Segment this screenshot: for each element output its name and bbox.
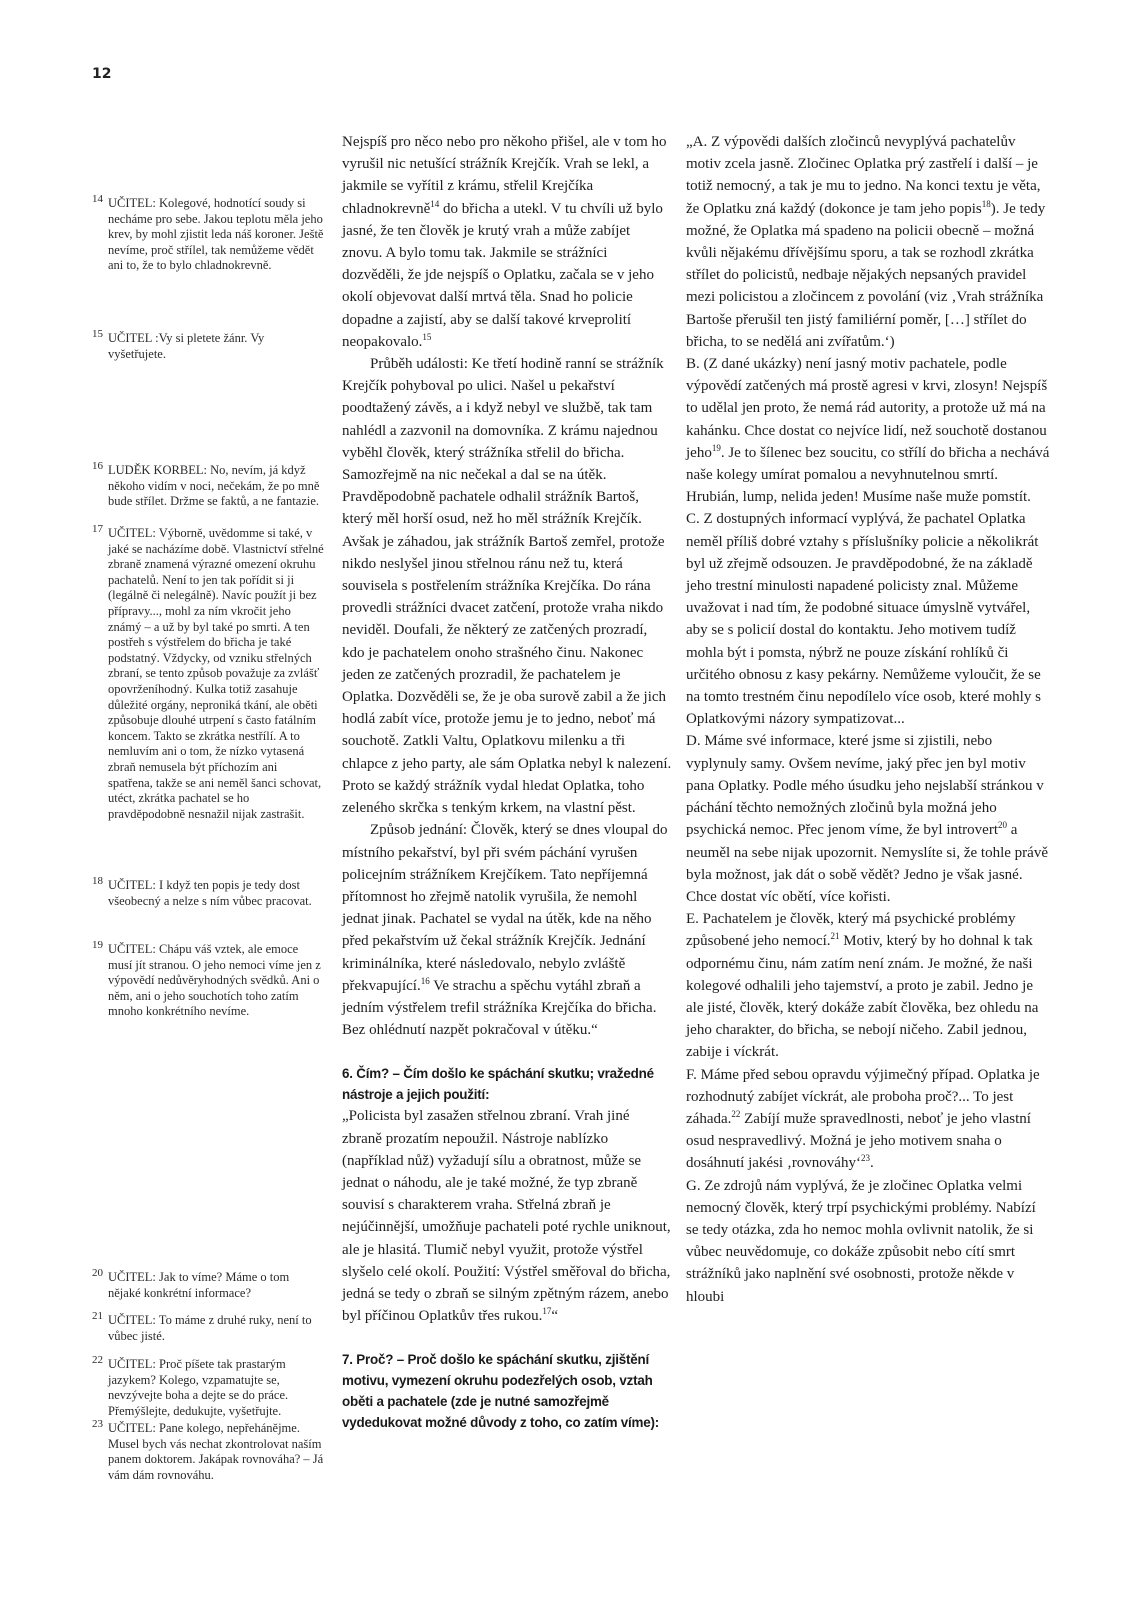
answer-g: G. Ze zdrojů nám vyplývá, že je zločinec Oplatka velmi nemocný člověk, který trpí psychickými problémy. Nabízí se tedy otázka, zda ho nemoc mohla ovlivnit natolik, že si vůbec neuvědomuje, co dokáže způsobit nebo cítí smrt strážníků jako naplnění své osobnosti, protože někde v hloubi — [686, 1177, 1036, 1305]
footnote-number: 15 — [92, 328, 103, 340]
answer-a — [686, 131, 1051, 353]
footnote-text: UČITEL: Pane kolego, nepřeháněјme. Musel bych vás nechat zkontrolovat naším panem doktorem. Jakápak rovnováha? – Já vám dám rovnováhu. — [108, 1421, 324, 1482]
footnote-number: 22 — [92, 1354, 103, 1366]
main-text-column — [342, 131, 672, 1433]
footnote-number: 23 — [92, 1418, 103, 1430]
footnote-22 — [92, 1354, 324, 1419]
footnote-18 — [92, 875, 324, 909]
text-run: do břicha a utekl. V tu chvíli už bylo jasné, že ten člověk je krutý vrah a může zabíjet znovu. A bylo tomu tak. Jakmile se strážníci dozvěděli, že jde nejspíš o Oplatku, začala se v jeho okolí objevovat další mrtvá těla. Snad ho policie dopadne a zajistí, aby se další takové krveprolití neopakovalo. — [342, 200, 663, 350]
text-run: F. Máme před sebou opravdu výjimečný případ. Oplatka je rozhodnutý zabíjet víckrát, ale proboha proč?... To jest záhada. — [686, 1066, 1040, 1127]
text-run: E. Pachatelem je člověk, který má psychické problémy způsobené jeho nemocí. — [686, 911, 1016, 950]
footnote-ref-16: 16 — [420, 975, 430, 986]
footnote-text: UČITEL: I když ten popis je tedy dost všeobecný a nelze s ním vůbec pracovat. — [108, 878, 312, 908]
footnote-ref-20: 20 — [997, 820, 1007, 831]
text-run: B. (Z dané ukázky) není jasný motiv pachatele, podle výpovědí zatčených má prostě agresi v krvi, zlosyn! Nejspíš to udělal jen proto, že nemá rád autority, a protože už má na kahánku. Chce dostat co nejvíce lidí, než souchotě dostanou jeho — [686, 356, 1048, 461]
footnote-number: 18 — [92, 875, 103, 887]
footnote-16 — [92, 460, 324, 510]
paragraph-modus-operandi — [342, 819, 672, 1041]
footnote-text: UČITEL: Výborně, uvědomme si také, v jaké se nacházíme době. Vlastnictví střelné zbraně znamená výrazné omezení okruhu pachatelů. Není to jen tak pořídit si ji (legálně či nelegálně). Navíc použít ji bez přípravy..., mohl za ním vkročit jeho známý – a už by byl také po smrti. A ten postřeh s výstřelem do břicha je také podstatný. Vždycky, od vzniku střelných zbraní, se tento způsob považuje za zvlášť opovrženíhodný. Kulka totiž zasahuje důležité orgány, neproniká tkání, ale oběti způsobuje dlouhé utrpení s často fatálním koncem. Takto se zkrátka nestřílí. A to nemluvím ani o tom, že nízko vytasená zbraň nemusela být příchozím ani spatřena, takže se ani neměl šanci schovat, utéct, zkrátka pachatel se ho pravděpodobně nesnažil nijak zastrašit. — [108, 526, 324, 821]
footnote-text: UČITEL: Chápu váš vztek, ale emoce musí jít stranou. O jeho nemoci víme jen z výpovědí nedůvěryhodných svědků. Ani o něm, ani o jeho souchotích toho zatím mnoho konkrétního nevíme. — [108, 942, 321, 1019]
footnote-ref-19: 19 — [711, 442, 721, 453]
footnote-ref-22: 22 — [731, 1108, 741, 1119]
footnote-ref-15: 15 — [422, 331, 432, 342]
footnote-ref-14: 14 — [430, 198, 440, 209]
text-run: . — [869, 1155, 874, 1172]
footnote-15 — [92, 328, 324, 362]
footnote-text: LUDĚK KORBEL: No, nevím, já když někoho vidím v noci, nečekám, že po mně bude střílet. Držme se faktů, a ne fantazie. — [108, 463, 320, 509]
paragraph-intro — [342, 131, 672, 353]
footnote-number: 21 — [92, 1310, 103, 1322]
footnote-19 — [92, 939, 324, 1020]
paragraph-course-of-events: Průběh události: Ke třetí hodině ranní se strážník Krejčík pohyboval po ulici. Našel u pekařství poodtažený závěs, a i když nebyl ve službě, tak tam nahlédl a zazvonil na domovníka. Z krámu najednou vyběhl člověk, který strážníka střelil do břicha. Samozřejmě na nic nečekal a dal se na útěk. Pravděpodobně pachatele odhalil strážník Bartoš, který měl horší osud, než ho měl strážník Krejčík. Avšak je záhadou, jak strážník Bartoš zemřel, protože nikdo neslyšel jinou střelnou ránu než tu, která souvisela s postřelením strážníka Krejčíka. Do rána provedli strážníci dvacet zatčení, protože vraha nikdo neviděl. Doufali, že některý ze zatčených prozradí, kdo je pachatelem onoho strašného činu. Nakonec jeden ze zatčených prozradil, že pachatelem je Oplatka. Dozvěděli se, že je oba surově zabil a že jich hodlá zabít více, protože jemu je to jedno, neboť má souchotě. Zatkli Valtu, Oplatkovu milenku a tři chlapce z jeho party, ale sám Oplatka nebyl k nalezení. Proto se každý strážník vydal hledat Oplatka, toho zeleného skrčka s tenkým krkem, na vlastní pěst. — [342, 356, 672, 817]
footnote-ref-17: 17 — [542, 1306, 552, 1317]
footnotes-column — [92, 0, 332, 1600]
footnote-ref-18: 18 — [981, 198, 991, 209]
text-run: Motiv, který by ho dohnal k tak odpornému činu, nám zatím není znám. Je možné, že naši kolegové odhalili jeho tajemství, a proto je zabil. Jedno je ale jisté, člověk, který dokáže zabít člověka, bez ohledu na jeho charakter, do břicha, se nebojí ničeho. Zabil jednou, zabije i víckrát. — [686, 933, 1039, 1061]
footnote-ref-23: 23 — [860, 1153, 870, 1164]
text-run: a neuměl na sebe nijak upozornit. Nemyslíte si, že tohle právě byla možnost, jak dát o sobě vědět? Jedno je však jasné. Chce dostat víc obětí, více kořisti. — [686, 822, 1048, 905]
text-run: “ — [551, 1308, 559, 1325]
text-run: Nejspíš pro něco nebo pro někoho přišel, ale v tom ho vyrušil nic netušící strážník Krejčík. Vrah se lekl, a jakmile se vyřítil z krámu, střelil Krejčíka chladnokrevně — [342, 134, 667, 217]
text-run: „Policista byl zasažen střelnou zbraní. Vrah jiné zbraně prozatím nepoužil. Nástroje nablízko (například nůž) vyžadují sílu a obratnost, může se jednat o náhodu, ale je také možné, že typ zbraně souvisí s charakterem vraha. Střelná zbraň je nejúčinnější, umožňuje pachateli poté rychle uniknout, ale je hlasitá. Tlumič nebyl využit, protože výstřel slyšelo celé okolí. Použití: Výstřel směřoval do břicha, jedná se tedy o zbraň se silným zpětným rázem, anebo byl příčinou Oplatkův třes rukou. — [342, 1108, 671, 1325]
footnote-21 — [92, 1310, 324, 1344]
text-run: . Je to šílenec bez soucitu, co střílí do břicha a nechává naše kolegy umírat pomalou a nevyhnutelnou smrtí. Hrubián, lump, nelida jeden! Musíme naše muže pomstít. — [686, 444, 1050, 506]
footnote-text: UČITEL: To máme z druhé ruky, není to vůbec jisté. — [108, 1313, 312, 1343]
answer-d — [686, 730, 1051, 908]
footnote-text: UČITEL: Proč píšete tak prastarým jazykem? Kolego, vzpamatujte se, nevzývejte boha a dejte se do práce. Přemýšlejte, dedukujte, vyšetřujte. — [108, 1357, 289, 1418]
footnote-17 — [92, 523, 324, 822]
footnote-14 — [92, 193, 324, 274]
text-run: D. Máme své informace, které jsme si zjistili, nebo vyplynuly samy. Ovšem nevíme, jaký přec jen byl motiv pana Oplatky. Podle mého úsudku jeho nejslabší stránkou v páchání těchto nemožných zločinů byla možná jeho psychická nemoc. Přec jenom víme, že byl introvert — [686, 733, 1044, 839]
text-run: Způsob jednání: Člověk, který se dnes vloupal do místního pekařství, byl při svém páchání vyrušen policejním strážníkem Krejčíkem. Tato nepříjemná přítomnost ho zřejmě natolik vyrušila, že nemohl jednat jinak. Pachatel se vydal na útěk, kde na něho před pekařstvím už čekal strážník Krejčík. Jednání kriminálníka, které následovalo, nebylo zvláště překvapující. — [342, 822, 668, 994]
section-heading-6: 6. Čím? – Čím došlo ke spáchání skutku; vražedné nástroje a jejich použití: — [342, 1066, 654, 1103]
answer-f — [686, 1064, 1051, 1175]
answer-b — [686, 353, 1051, 508]
footnote-text: UČITEL: Jak to víme? Máme o tom nějaké konkrétní informace? — [108, 1270, 290, 1300]
footnote-number: 17 — [92, 523, 103, 535]
footnote-ref-21: 21 — [830, 931, 840, 942]
footnote-number: 16 — [92, 460, 103, 472]
footnote-23 — [92, 1418, 324, 1483]
answer-e — [686, 908, 1051, 1063]
answer-c: C. Z dostupných informací vyplývá, že pachatel Oplatka neměl příliš dobré vztahy s příslušníky policie a několikrát byl už zřejmě odsouzen. Je pravděpodobné, že na základě jeho trestní minulosti napadené policisty znal. Můžeme uvažovat i nad tím, že podobné situace úmyslně vytvářel, aby se s policií dostal do kontaktu. Jeho motivem tudíž mohla být i pomsta, nýbrž ne pouze získání rohlíků či určitého obnosu z kasy pekárny. Nemůžeme vyloučit, že se na tomto trestném činu nepodílelo více osob, které mohly s Oplatkovými názory sympatizovat... — [686, 511, 1041, 728]
footnote-number: 14 — [92, 193, 103, 205]
section-heading-7: 7. Proč? – Proč došlo ke spáchání skutku, zjištění motivu, vymezení okruhu podezřelých osob, vztah oběti a pachatele (zde je nutné samozřejmě vydedukovat možné důvody z toho, co zatím víme): — [342, 1352, 660, 1431]
footnote-number: 19 — [92, 939, 103, 951]
text-run: Zabíjí muže spravedlnosti, neboť je jeho vlastní osud nespravedlivý. Možná je jeho motivem snaha o dosáhnutí jakési ‚rovnováhy‘ — [686, 1110, 1031, 1172]
page-number: 12 — [92, 66, 112, 82]
text-run: „A. Z výpovědi dalších zločinců nevyplývá pachatelův motiv zcela jasně. Zločinec Oplatka prý zastřelí i další – je totiž nemocný, a tak je mu to jedno. Na konci textu je věta, že Oplatku zná každý (dokonce je tam jeho popis — [686, 134, 1041, 217]
footnote-text: UČITEL :Vy si pletete žánr. Vy vyšetřujete. — [108, 331, 265, 361]
footnote-20 — [92, 1267, 324, 1301]
text-run: Ve strachu a spěchu vytáhl zbraň a jedním výstřelem trefil strážníka Krejčíka do břicha. Bez ohlédnutí nazpět pokračoval v útěku.“ — [342, 977, 657, 1039]
footnote-text: UČITEL: Kolegové, hodnotící soudy si necháme pro sebe. Jakou teplotu měla jeho krev, by mohl zjistit leda náš koroner. Ještě nevíme, proč střílel, tak nemůžeme vědět ani to, že to bylo chladnokrevně. — [108, 196, 324, 273]
right-text-column — [686, 131, 1051, 1308]
footnote-number: 20 — [92, 1267, 103, 1279]
paragraph-weapon — [342, 1105, 672, 1327]
text-run: ). Je tedy možné, že Oplatka má spadeno na policii obecně – možná kvůli nějakému dřívějšímu sporu, a tak se rozhodl zkrátka střílet do policistů, nedbaje nějakých nepsaných pravidel mezi policistou a zločincem z povolání (viz ‚Vrah strážníka Bartoše přerušil ten jistý familiérní poměr, […] střílet do břicha, to se nedělá ani zvířatům.‘) — [686, 200, 1046, 350]
